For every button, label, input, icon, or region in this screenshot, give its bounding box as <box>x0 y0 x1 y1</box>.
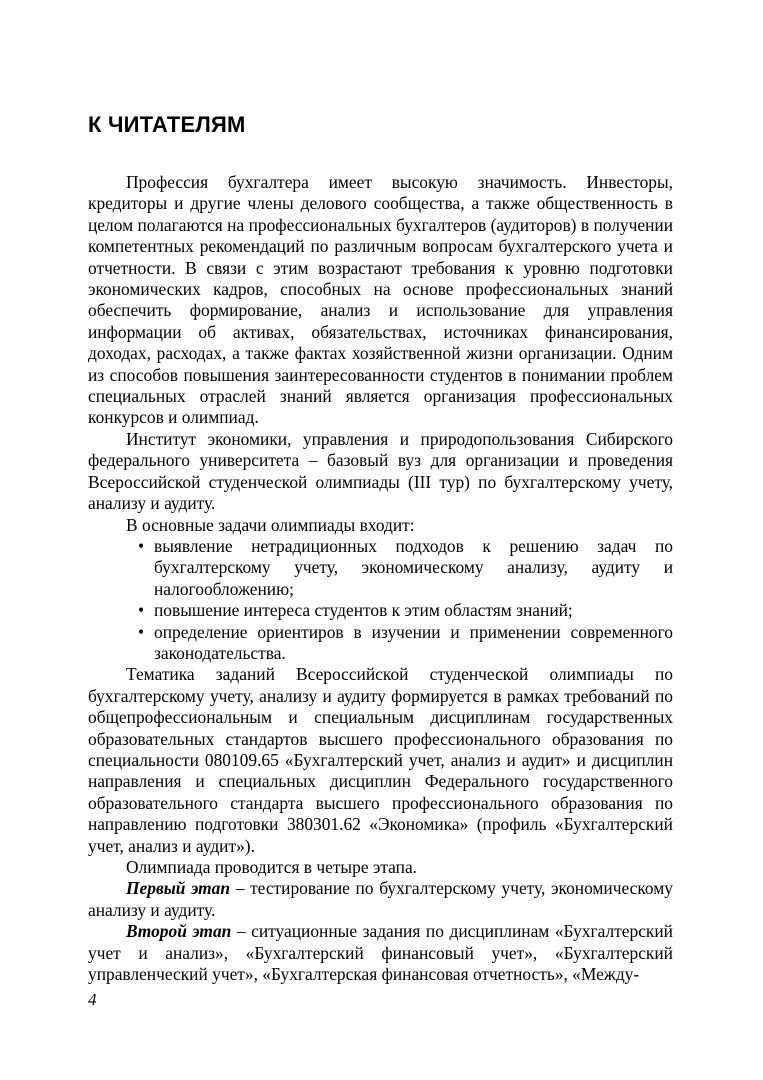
bullet-icon: • <box>137 600 145 621</box>
first-stage-paragraph <box>88 878 673 921</box>
page-number: 4 <box>88 990 97 1009</box>
second-stage-text: – ситуационные задания по дисциплинам «Бухгалтерский учет и анализ», «Бухгалтерский финансовый учет», «Бухгалтерский управленческий учет», «Бухгалтерская финансовая отчетность», «Между- <box>88 921 673 985</box>
stages-intro-paragraph: Олимпиада проводится в четыре этапа. <box>126 857 418 877</box>
intro-paragraph: Профессия бухгалтера имеет высокую значимость. Инвесторы, кредиторы и другие члены делового сообщества, а также общественность в целом полагаются на профессиональных бухгалтеров (аудиторов) в получении компетентных рекомендаций по различным вопросам бухгалтерского учета и отчетности. В связи с этим возрастают требования к уровню подготовки экономических кадров, способных на основе профессиональных знаний обеспечить формирование, анализ и использование для управления информации об активах, обязательствах, источниках финансирования, доходах, расходах, а также фактах хозяйственной жизни организации. Одним из способов повышения заинтересованности студентов в понимании проблем специальных отраслей знаний является организация профессиональных конкурсов и олимпиад. <box>88 172 673 428</box>
list-item-text: повышение интереса студентов к этим областям знаний; <box>154 600 573 621</box>
first-stage-label: Первый этап <box>126 878 231 899</box>
first-stage-text: – тестирование по бухгалтерскому учету, экономическому анализу и аудиту. <box>88 878 673 920</box>
page-title: К ЧИТАТЕЛЯМ <box>88 112 246 137</box>
bullet-icon: • <box>137 621 145 642</box>
list-item <box>137 621 673 665</box>
topics-paragraph: Тематика заданий Всероссийской студенческой олимпиады по бухгалтерскому учету, анализу и аудиту формируется в рамках требований по общепрофессиональным и специальным дисциплинам государственных образовательных стандартов высшего профессионального образования по специальности 080109.65 «Бухгалтерский учет, анализ и аудит» и дисциплин направления и специальных дисциплин Федерального государственного образовательного стандарта высшего профессионального образования по направлению подготовки 380301.62 «Экономика» (профиль «Бухгалтерский учет, анализ и аудит»). <box>88 664 673 856</box>
list-item-text: выявление нетрадиционных подходов к решению задач по бухгалтерскому учету, экономическому анализу, аудиту и налогообложению; <box>154 535 673 599</box>
second-stage-label: Второй этап <box>126 921 232 942</box>
tasks-list <box>88 536 673 664</box>
list-item <box>137 535 673 600</box>
document-page <box>88 0 673 1080</box>
list-item <box>137 600 673 621</box>
list-item-text: определение ориентиров в изучении и применении современного законодательства. <box>154 621 673 663</box>
bullet-icon: • <box>137 535 145 556</box>
body-text <box>88 172 673 985</box>
institute-paragraph: Институт экономики, управления и природопользования Сибирского федерального университета – базовый вуз для организации и проведения Всероссийской студенческой олимпиады (III тур) по бухгалтерскому учету, анализу и аудиту. <box>88 428 673 514</box>
tasks-intro-paragraph: В основные задачи олимпиады входит: <box>126 514 415 535</box>
second-stage-paragraph <box>88 921 673 985</box>
